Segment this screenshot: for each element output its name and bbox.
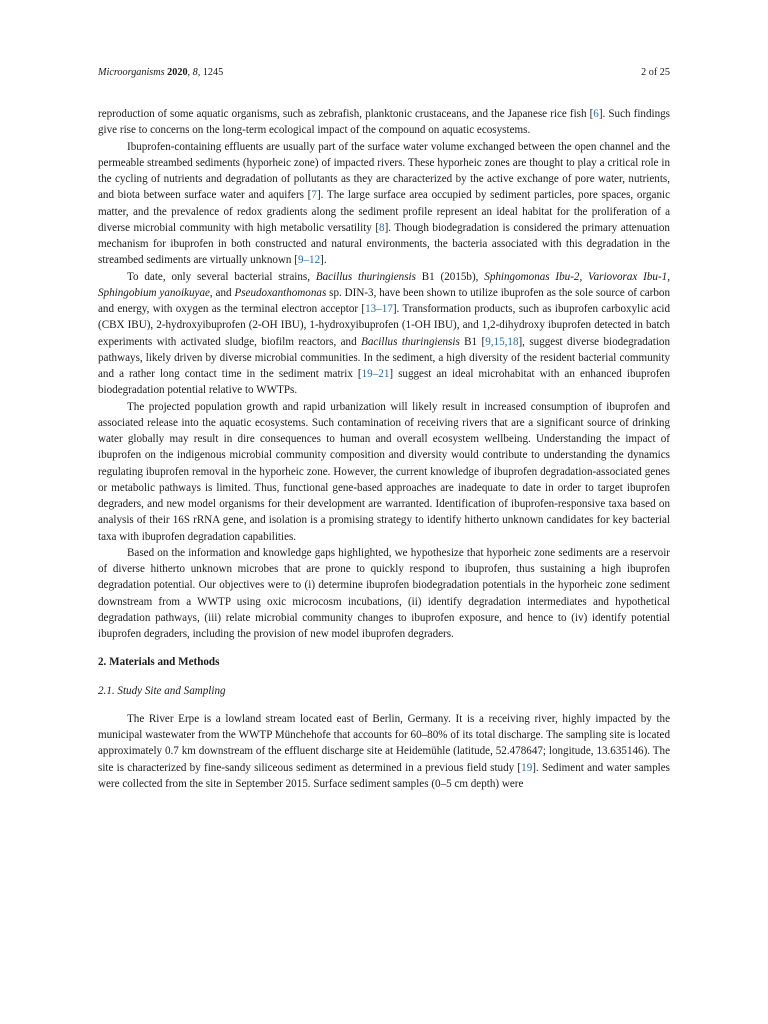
citation-link[interactable]: 19	[521, 761, 533, 774]
citation-link[interactable]: 19–21	[361, 368, 390, 380]
citation-link[interactable]: 9–12	[297, 254, 321, 267]
section-heading: 2. Materials and Methods	[98, 656, 220, 669]
citation-link[interactable]: 9,15,18	[485, 335, 519, 348]
running-header	[98, 66, 670, 80]
article-number: 1245	[202, 67, 224, 78]
paragraph-4: The projected population growth and rapid urbanization will likely result in increased consumption of ibuprofen and associated release into the aquatic ecosystems. Such contamination of receiving rivers that are a significant source of drinking water globally may result in dire consequences to human and overall ecosystem wellbeing. Understanding the impact of ibuprofen on the indigenous microbial community composition and diversity would contribute to understanding the dynamics regulating ibuprofen removal in the hyporheic zone. However, the current knowledge of ibuprofen degradation-associated genes or metabolic pathways is limited. Thus, functional gene-based approaches are inadequate to date in order to target ibuprofen degraders, and new model organisms for their development are warranted. Identification of ibuprofen-responsive taxa based on analysis of their 16S rRNA gene, and isolation is a promising strategy to identify hitherto unknown candidates for key bacterial taxa with ibuprofen degradation capabilities.	[98, 400, 670, 543]
species-name: Sphingobium yanoikuyae	[98, 286, 210, 299]
citation-link[interactable]: 7	[311, 189, 317, 202]
paragraph-5: Based on the information and knowledge gaps highlighted, we hypothesize that hyporheic zone sediments are a reservoir of diverse hitherto unknown microbes that are prone to quickly respond to ibuprofen, thus sustaining a high ibuprofen degradation potential. Our objectives were to (i) determine ibuprofen biodegradation potentials in the hyporheic zone sediment downstream from a WWTP using oxic microcosm incubations, (ii) identify degradation intermediates and hypothetical degradation pathways, (iii) relate microbial community changes to ibuprofen exposure, and hence to (iv) identify potential ibuprofen degraders, including the provision of new model ibuprofen degraders.	[98, 546, 670, 640]
article-body	[98, 106, 670, 792]
citation-link[interactable]: 8	[379, 221, 385, 234]
journal-year: 2020	[167, 67, 188, 78]
paragraph-1: reproduction of some aquatic organisms, such as zebrafish, planktonic crustaceans, and the Japanese rice fish [6]. Such findings give rise to concerns on the long-term ecological impact of the compound on aquatic ecosystems.	[98, 108, 670, 137]
paragraph-3: To date, only several bacterial strains, Bacillus thuringiensis B1 (2015b), Sphingomonas Ibu-2, Variovorax Ibu-1, Sphingobium yanoikuyae, and Pseudoxanthomonas sp. DIN-3, have been shown to utilize ibuprofen as the sole source of carbon and energy, with oxygen as the terminal electron acceptor [13–17]. Transformation products, such as ibuprofen carboxylic acid (CBX IBU), 2-hydroxyibuprofen (2-OH IBU), 1-hydroxyibuprofen (1-OH IBU), and 1,2-dihydroxy ibuprofen detected in batch experiments with activated sludge, biofilm reactors, and Bacillus thuringiensis B1 [9,15,18], suggest diverse biodegradation pathways, likely driven by diverse microbial communities. In the sediment, a high diversity of the resident bacterial community and a rather long contact time in the sediment matrix [19–21] suggest an ideal microhabitat with an enhanced ibuprofen biodegradation potential relative to WWTPs.	[98, 270, 671, 397]
species-name: Bacillus thuringiensis	[315, 270, 416, 283]
citation-link[interactable]: 13–17	[365, 303, 393, 315]
species-name: Sphingomonas Ibu-2, Variovorax Ibu-1	[484, 270, 668, 283]
page-number: 2 of 25	[641, 67, 670, 78]
paragraph-6: The River Erpe is a lowland stream located east of Berlin, Germany. It is a receiving river, highly impacted by the municipal wastewater from the WWTP Münchehofe that accounts for 60–80% of its total discharge. The sampling site is located approximately 0.7 km downstream of the effluent discharge site at Heidemühle (latitude, 52.478647; longitude, 13.635146). The site is characterized by fine-sandy siliceous sediment as determined in a previous field study [19]. Sediment and water samples were collected from the site in September 2015. Surface sediment samples (0–5 cm depth) were	[98, 712, 670, 790]
citation-link[interactable]: 6	[593, 108, 599, 120]
journal-volume: 8	[192, 67, 198, 78]
journal-citation: Microorganisms 2020, 8, 1245	[98, 67, 224, 78]
species-name: Pseudoxanthomonas	[234, 286, 327, 299]
paragraph-2: Ibuprofen-containing effluents are usually part of the surface water volume exchanged between the open channel and the permeable streambed sediments (hyporheic zone) of impacted rivers. These hyporheic zones are thought to play a critical role in the cycling of nutrients and degradation of pollutants as they are characterized by the active exchange of pore water, nutrients, and biota between surface water and aquifers [7]. The large surface area occupied by sediment particles, pore spaces, organic matter, and the prevalence of redox gradients along the sediment profile represent an ideal habitat for the proliferation of a diverse microbial community with high metabolic versatility [8]. Though biodegradation is considered the primary attenuation mechanism for ibuprofen in both constructed and natural environments, the bacteria associated with this degradation in the streambed sediments are virtually unknown [9–12].	[98, 140, 670, 267]
subsection-heading: 2.1. Study Site and Sampling	[98, 684, 226, 697]
journal-name: Microorganisms	[98, 67, 165, 78]
species-name: Bacillus thuringiensis	[361, 335, 460, 348]
